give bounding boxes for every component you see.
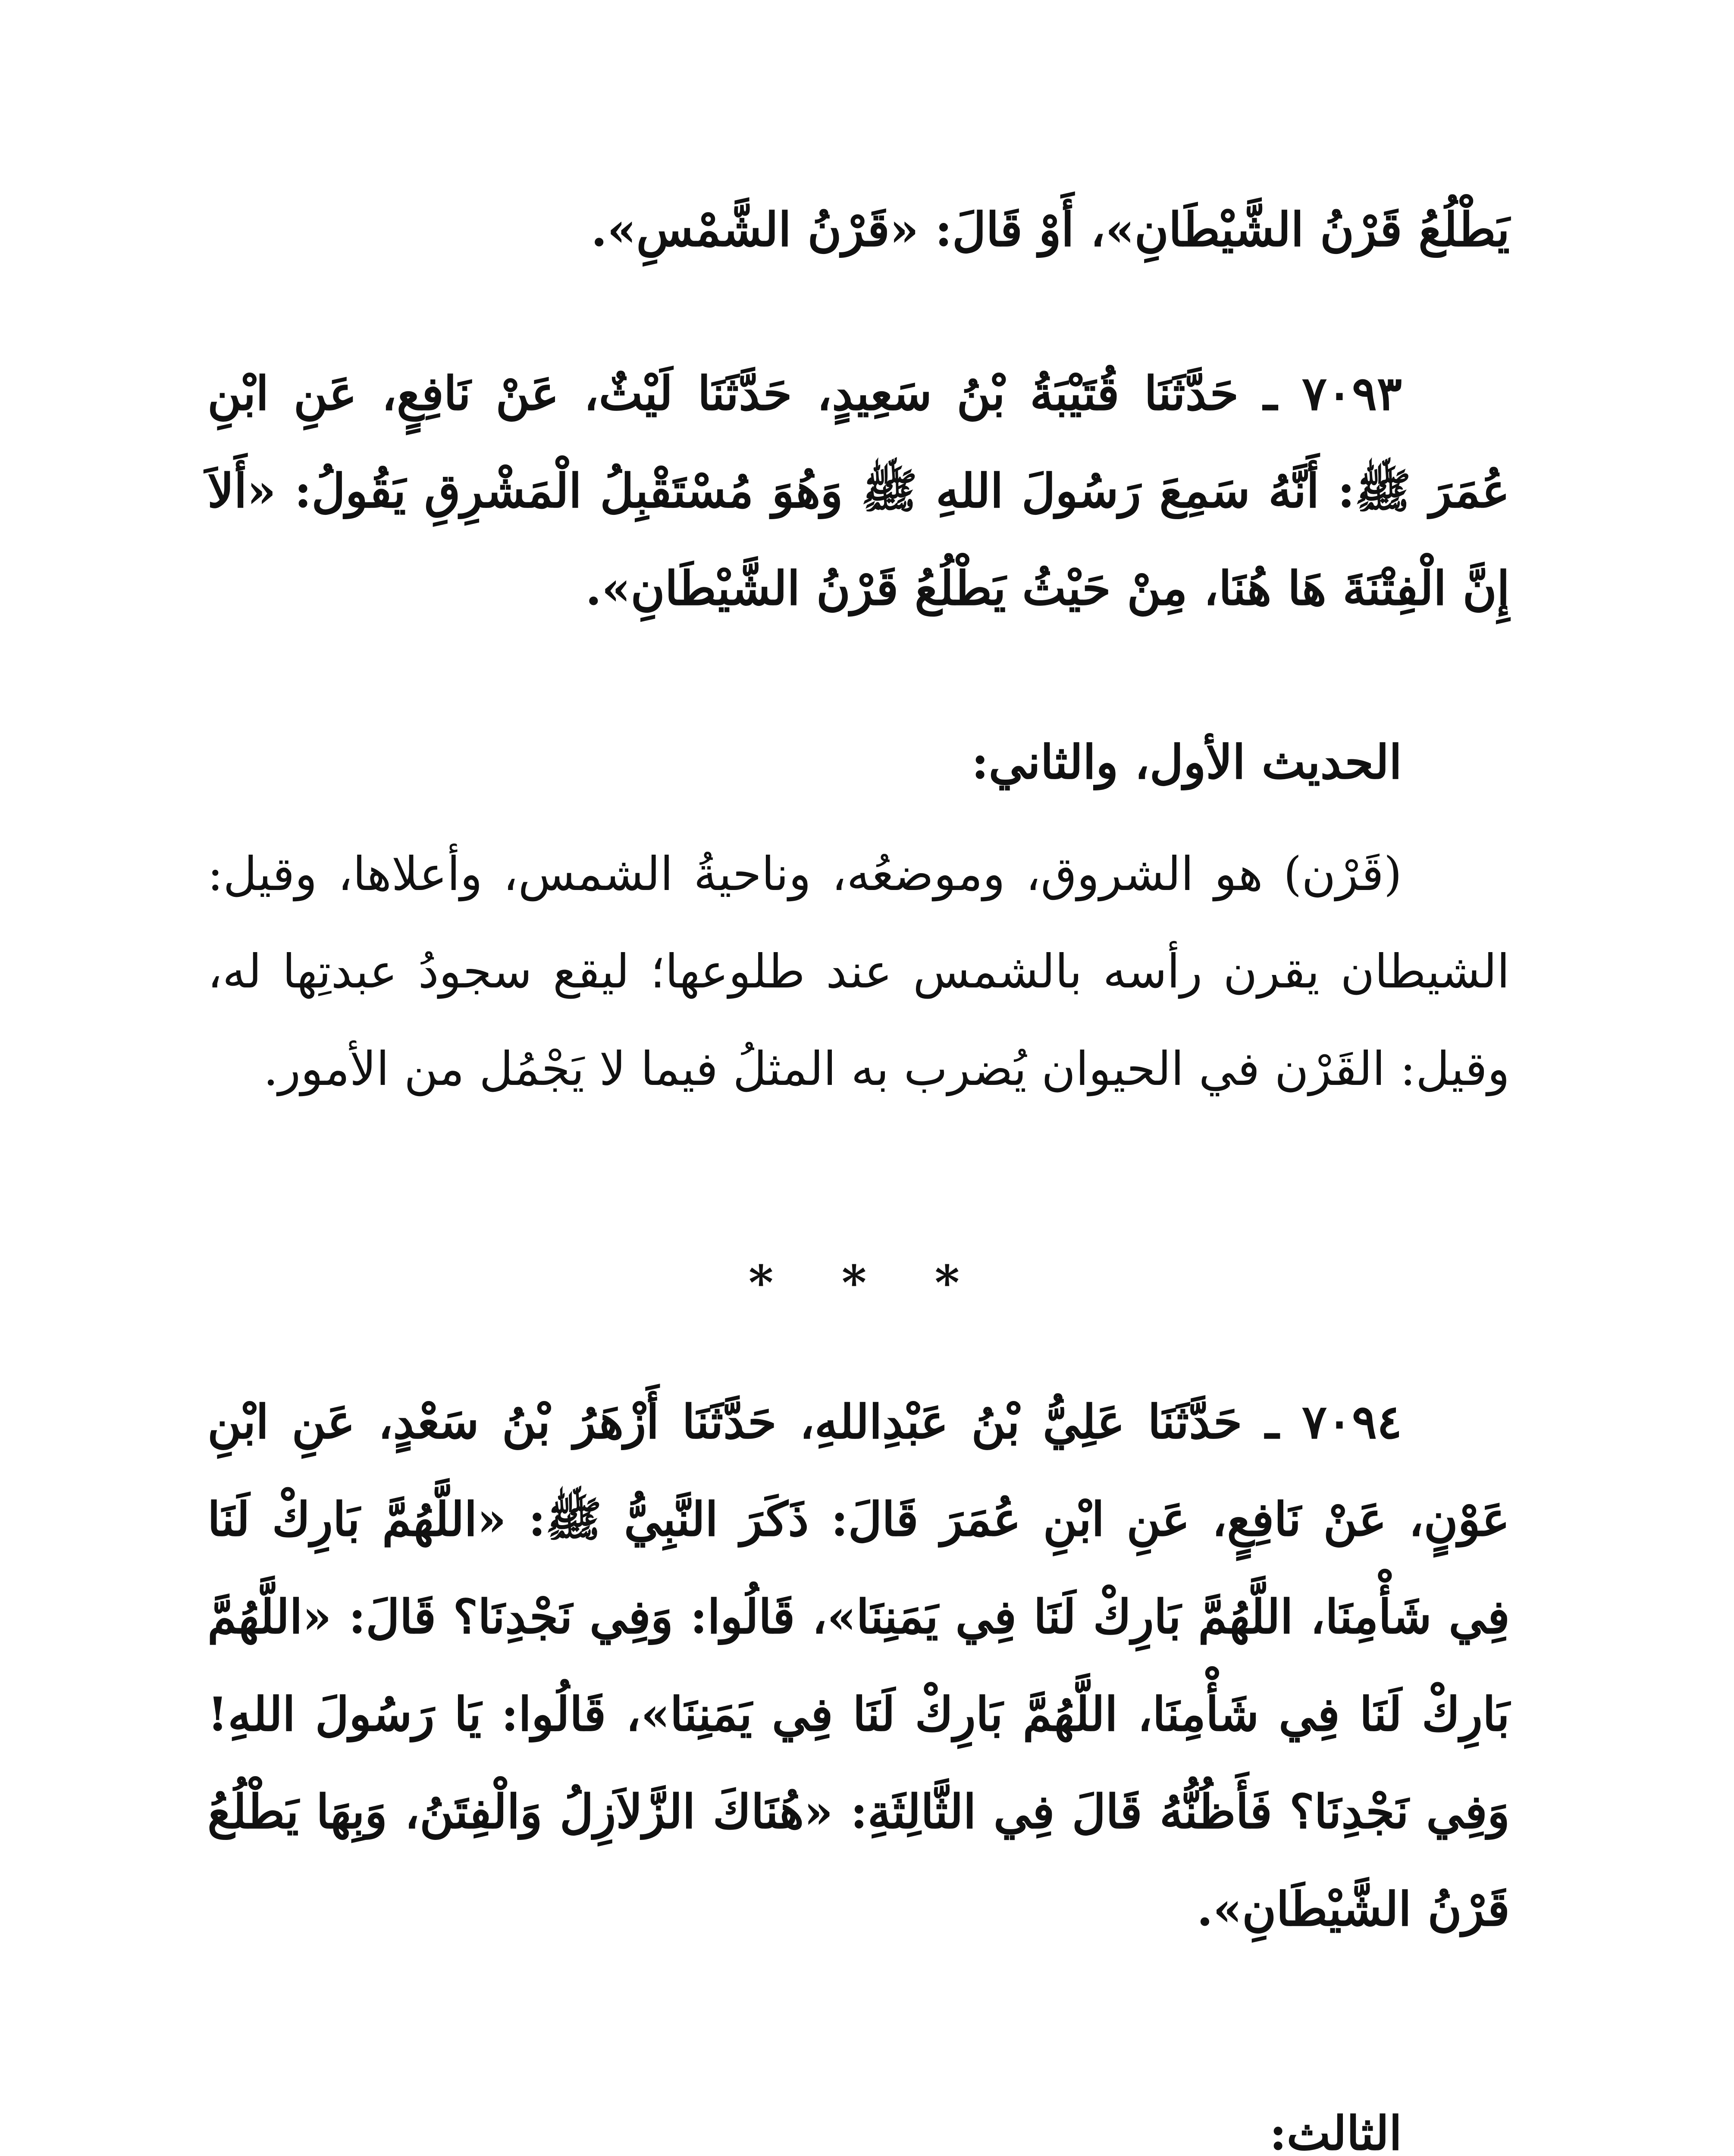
paragraph-text: يَطْلُعُ قَرْنُ الشَّيْطَانِ»، أَوْ قَالَ: «قَرْنُ الشَّمْسِ».	[591, 203, 1510, 257]
paragraph-text: ٧٠٩٤ ـ حَدَّثَنَا عَلِيُّ بْنُ عَبْدِاللهِ، حَدَّثَنَا أَزْهَرُ بْنُ سَعْدٍ، عَنِ ابْنِ عَوْنٍ، عَنْ نَافِعٍ، عَنِ ابْنِ عُمَرَ قَالَ: ذَكَرَ النَّبِيُّ ﷺ: «اللَّهُمَّ بَارِكْ لَنَا فِي شَأْمِنَا، اللَّهُمَّ بَارِكْ لَنَا فِي يَمَنِنَا»، قَالُوا: وَفِي نَجْدِنَا؟ قَالَ: «اللَّهُمَّ بَارِكْ لَنَا فِي شَأْمِنَا، اللَّهُمَّ بَارِكْ لَنَا فِي يَمَنِنَا»، قَالُوا: يَا رَسُولَ اللهِ! وَفِي نَجْدِنَا؟ فَأَظُنُّهُ قَالَ فِي الثَّالِثَةِ: «هُنَاكَ الزَّلاَزِلُ وَالْفِتَنُ، وَبِهَا يَطْلُعُ قَرْنُ الشَّيْطَانِ».	[207, 1395, 1510, 1937]
section-heading-third	[207, 2085, 1510, 2156]
hadith-7094	[207, 1373, 1510, 1958]
section-heading-first-second	[207, 714, 1510, 811]
section-separator: * * *	[748, 1255, 986, 1310]
paragraph-text: ٧٠٩٣ ـ حَدَّثَنَا قُتَيْبَةُ بْنُ سَعِيدٍ، حَدَّثَنَا لَيْثٌ، عَنْ نَافِعٍ، عَنِ ابْنِ عُمَرَ ﷺ: أَنَّهُ سَمِعَ رَسُولَ اللهِ ﷺ وَهُوَ مُسْتَقْبِلُ الْمَشْرِقِ يَقُولُ: «أَلاَ إِنَّ الْفِتْنَةَ هَا هُنَا، مِنْ حَيْثُ يَطْلُعُ قَرْنُ الشَّيْطَانِ».	[207, 367, 1510, 616]
commentary-first	[207, 826, 1510, 1118]
heading-text: الثالث:	[1269, 2106, 1402, 2156]
hadith-continuation	[207, 181, 1510, 279]
heading-text: الحديث الأول، والثاني:	[971, 735, 1402, 790]
hadith-7093	[207, 345, 1510, 637]
paragraph-text: (قَرْن) هو الشروق، وموضعُه، وناحيةُ الشمس، وأعلاها، وقيل: الشيطان يقرن رأسه بالشمس عند طلوعها؛ ليقع سجودُ عبدتِها له، وقيل: القَرْن في الحيوان يُضرب به المثلُ فيما لا يَجْمُل من الأمور.	[207, 847, 1510, 1096]
